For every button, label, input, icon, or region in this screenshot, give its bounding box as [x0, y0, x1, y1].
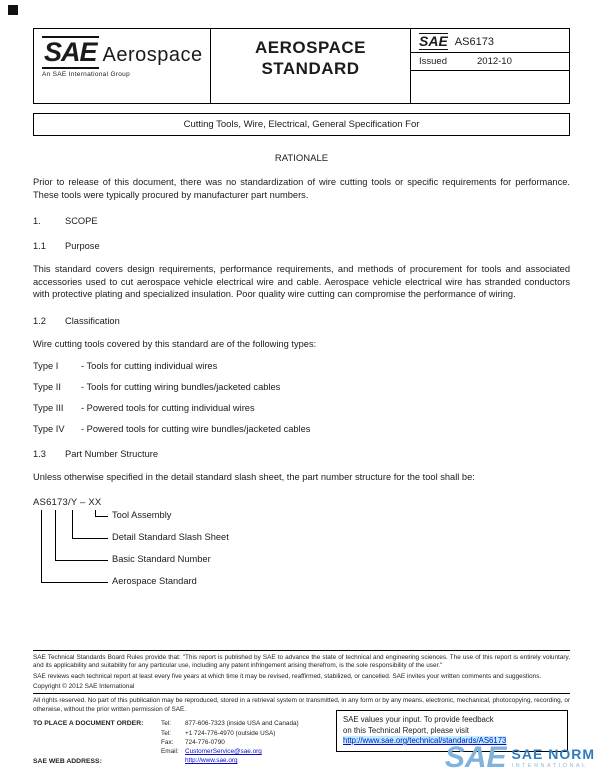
purpose-title: Purpose	[65, 241, 100, 252]
part-number-intro: Unless otherwise specified in the detail standard slash sheet, the part number structure for the tool shall be:	[33, 472, 475, 483]
scope-number: 1.	[33, 216, 41, 227]
sae-norm-wordmark: SAE NORM	[511, 746, 595, 763]
type-row-4	[33, 424, 570, 434]
issued-date: 2012-10	[477, 56, 512, 68]
contact-row-tel-1	[161, 719, 351, 728]
contact-row-tel-2	[161, 729, 351, 738]
classification-title: Classification	[65, 315, 120, 326]
part-number-diagram	[33, 497, 570, 597]
diagram-label-aerospace-standard: Aerospace Standard	[112, 575, 197, 586]
sae-norm-watermark	[445, 743, 595, 773]
logo-tagline: An SAE International Group	[42, 71, 131, 78]
diagram-label-slash-sheet: Detail Standard Slash Sheet	[112, 531, 229, 542]
sae-logo-cell	[34, 29, 211, 103]
classification-intro: Wire cutting tools covered by this standard are of the following types:	[33, 338, 317, 349]
doc-cell-filler	[411, 71, 569, 103]
type-row-2	[33, 382, 570, 392]
url-spacer	[161, 756, 185, 765]
sae-norm-subtitle: INTERNATIONAL	[511, 762, 588, 769]
connector-line-aerospace-standard	[41, 510, 108, 583]
section-classification-heading	[33, 316, 570, 326]
order-label: TO PLACE A DOCUMENT ORDER:	[33, 720, 144, 728]
type-4-number: Type IV	[33, 424, 65, 435]
footer-rights: All rights reserved. No part of this publication may be reproduced, stored in a retrieval system or transmitted, in any form or by any means, electronic, mechanical, photocopying, recording, or otherwise, without the prior written permission of SAE.	[33, 693, 570, 714]
tel-label-2: Tel:	[161, 729, 171, 737]
fax-label: Fax:	[161, 738, 174, 746]
sae-logo-small-icon: SAE	[419, 33, 448, 49]
feedback-line-2: on this Technical Report, please visit	[343, 725, 469, 735]
document-header	[33, 28, 570, 104]
type-row-1	[33, 361, 570, 371]
type-2-number: Type II	[33, 382, 61, 393]
contact-row-email	[161, 747, 351, 756]
rationale-heading: RATIONALE	[274, 153, 329, 164]
sae-norm-logo-icon: SAE	[444, 741, 507, 774]
email-link[interactable]: CustomerService@sae.org	[185, 748, 262, 756]
type-2-text: - Tools for cutting wiring bundles/jacketed cables	[81, 382, 281, 393]
type-1-text: - Tools for cutting individual wires	[81, 361, 218, 372]
diagram-label-tool-assembly: Tool Assembly	[112, 509, 172, 520]
section-scope-heading	[33, 216, 570, 226]
rationale-paragraph: Prior to release of this document, there was no standardization of wire cutting tools or specific requirements for performance. These tools were typically procured by manufacturer part numbers.	[33, 177, 570, 200]
document-number: AS6173	[454, 35, 494, 48]
sae-aerospace-logo	[42, 36, 202, 69]
feedback-line-1: SAE values your input. To provide feedback	[343, 715, 494, 724]
issued-label: Issued	[419, 56, 447, 68]
document-subject-bar: Cutting Tools, Wire, Electrical, General Specification For	[33, 113, 570, 136]
part-number-code: AS6173/Y – XX	[33, 496, 102, 508]
type-3-number: Type III	[33, 403, 64, 414]
document-type-title	[211, 29, 411, 103]
purpose-paragraph: This standard covers design requirements, performance requirements, and methods of procurement for tools and associated accessories used to cut aerospace vehicle electrical wire and cable. Aerospace vehicle electrical wire has stranded conductors with protective plating and specialized insulation. Poor quality wire cutting can compromise the performance of wiring.	[33, 264, 570, 300]
contact-row-fax	[161, 738, 351, 747]
classification-number: 1.2	[33, 315, 46, 326]
sae-logo-icon: SAE	[44, 37, 97, 67]
aerospace-wordmark: Aerospace	[102, 44, 203, 66]
scope-title: SCOPE	[65, 216, 98, 227]
contact-row-url	[161, 756, 351, 765]
diagram-label-basic-number: Basic Standard Number	[112, 553, 211, 564]
feedback-url-link[interactable]: http://www.sae.org/technical/standards/AS6173	[343, 736, 507, 746]
sae-norm-text	[512, 747, 595, 768]
part-number-title: Part Number Structure	[65, 449, 159, 460]
document-id-cell	[411, 29, 569, 103]
contact-column	[161, 719, 351, 765]
type-row-3	[33, 403, 570, 413]
tel-label-1: Tel:	[161, 720, 171, 728]
tel-value-2: +1 724-776-4970 (outside USA)	[185, 729, 276, 737]
type-1-number: Type I	[33, 361, 59, 372]
corner-mark	[8, 5, 18, 15]
part-number-number: 1.3	[33, 449, 46, 460]
section-purpose-heading	[33, 241, 570, 251]
web-address-label: SAE WEB ADDRESS:	[33, 758, 102, 765]
title-line-1: AEROSPACE	[255, 38, 366, 57]
document-number-row	[411, 29, 569, 52]
issued-row	[411, 52, 569, 71]
footer-notice-1: SAE Technical Standards Board Rules provide that: "This report is published by SAE to advance the state of technical and engineering sciences. The use of this report is entirely voluntary, and its applicability and suitability for any particular use, including any patent infringement arising therefrom, is the sole responsibility of the user."	[33, 650, 570, 671]
tel-value-1: 877-606-7323 (inside USA and Canada)	[185, 720, 299, 728]
type-3-text: - Powered tools for cutting individual wires	[81, 403, 255, 414]
fax-value: 724-776-0790	[185, 738, 225, 746]
section-part-number-heading	[33, 449, 570, 459]
title-line-2: STANDARD	[261, 59, 360, 79]
footer-notice-2: SAE reviews each technical report at least every five years at which time it may be revised, reaffirmed, stabilized, or cancelled. SAE invites your written comments and suggestions.	[33, 672, 542, 680]
type-4-text: - Powered tools for cutting wire bundles/jacketed cables	[81, 424, 311, 435]
purpose-number: 1.1	[33, 241, 46, 252]
email-label: Email:	[161, 748, 179, 756]
sae-website-link[interactable]: http://www.sae.org	[185, 757, 238, 765]
footer-copyright: Copyright © 2012 SAE International	[33, 683, 135, 691]
page-content	[33, 0, 570, 597]
